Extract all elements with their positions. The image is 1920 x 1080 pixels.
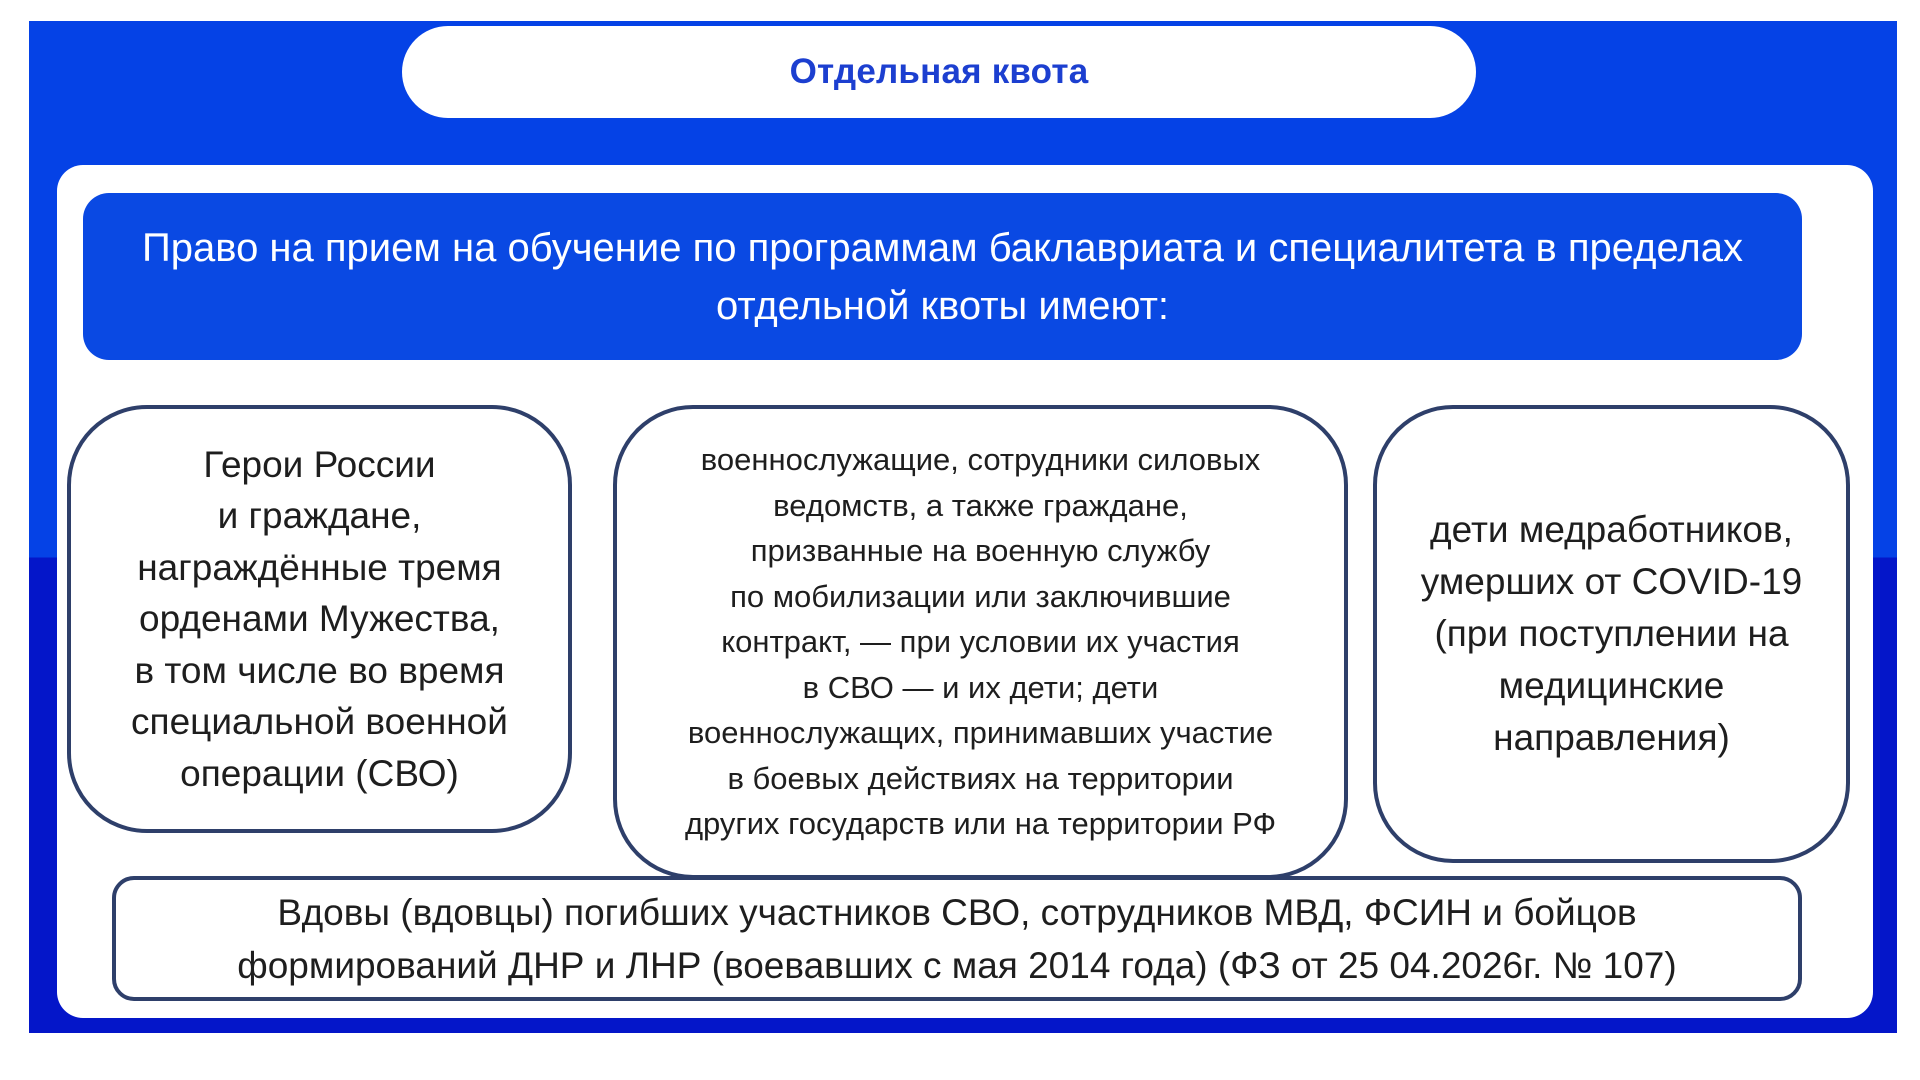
card-widows [112,876,1802,1001]
slide-title: Отдельная квота [789,52,1089,91]
header-box [83,193,1802,360]
card-military-text: военнослужащие, сотрудники силовых ведомств, а также граждане, призванные на военную службу по мобилизации или заключившие контракт, — при условии их участия в СВО — и их дети; дети военнослужащих, принимавших участие в боевых действиях на территории других государств или на территории РФ [684,442,1277,842]
card-medics [1373,405,1850,863]
header-text: Право на прием на обучение по программам баклавриата и специалитета в пределах отдельной квоты имеют: [142,225,1743,328]
card-heroes [67,405,572,833]
card-medics-text: дети медработников, умерших от COVID-19 (при поступлении на медицинские направления) [1420,509,1803,758]
card-widows-text: Вдовы (вдовцы) погибших участников СВО, сотрудников МВД, ФСИН и бойцов формирований ДНР и ЛНР (воевавших с мая 2014 года) (ФЗ от 25 04.2026г. № 107) [237,891,1677,986]
card-military [613,405,1348,879]
title-pill [402,26,1476,118]
card-heroes-text: Герои России и граждане, награждённые тремя орденами Мужества, в том числе во время специальной военной операции (СВО) [131,443,508,794]
